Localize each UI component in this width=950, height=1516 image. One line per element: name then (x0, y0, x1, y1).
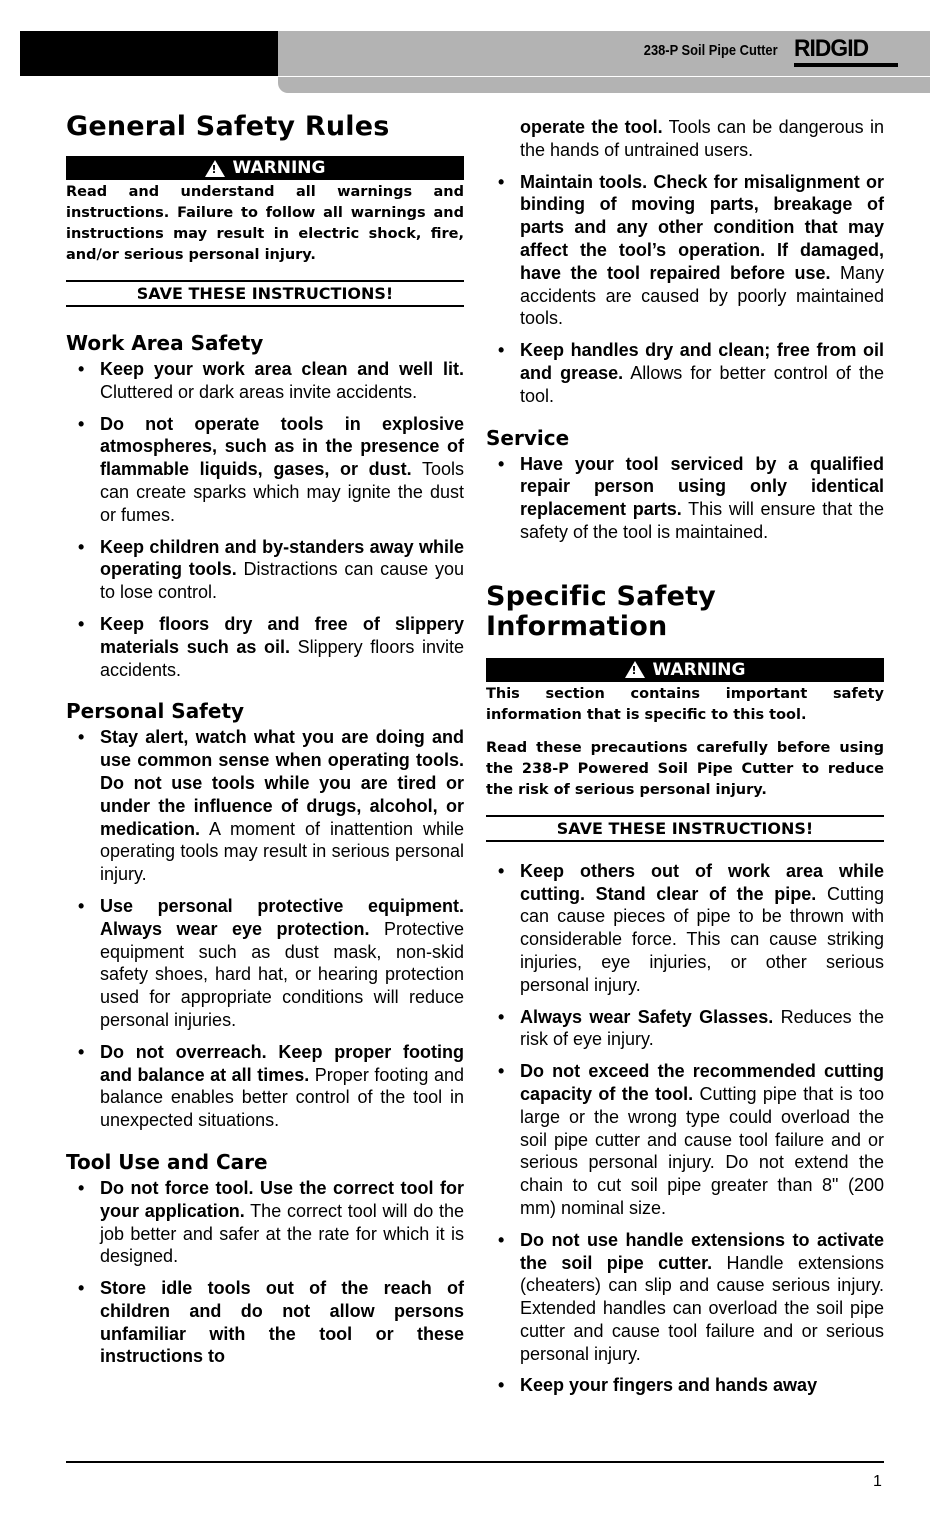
personal-safety-list (66, 726, 464, 1132)
section-heading-service: Service (486, 425, 570, 450)
list-item: • Store idle tools out of the reach of children and do not allow persons unfamiliar with the tool or these instructions to (78, 1278, 464, 1367)
list-item: • Stay alert, watch what you are doing and use common sense when operating tools. Do not use tools while you are tired or under the influence of drugs, alcohol, or medication. A moment of inattention while operating tools may result in serious personal injury. (78, 727, 464, 885)
work-area-list (66, 358, 464, 681)
service-list (486, 453, 884, 544)
list-item: • Keep handles dry and clean; free from oil and grease. Allows for better control of the tool. (498, 340, 885, 406)
warning-triangle-icon: ! (625, 661, 645, 678)
page-number: 1 (873, 1473, 882, 1490)
ridgid-logo (794, 35, 904, 68)
list-item: • Do not exceed the recommended cutting capacity of the tool. Cutting pipe that is too large or the wrong type could overload the soil pipe cutter and cause tool failure and or serious personal injury. Do not extend the chain to cut soil pipe greater than 8" (200 mm) nominal size. (498, 1061, 884, 1218)
header-tab (278, 77, 930, 93)
warning-banner (486, 658, 884, 682)
left-column (66, 112, 464, 1377)
section-heading-tool-use: Tool Use and Care (66, 1149, 268, 1174)
continued-item: operate the tool. Tools can be dangerous in the hands of untrained users. (520, 117, 885, 160)
warning-label: WARNING (652, 659, 746, 680)
tool-care-list (486, 171, 884, 408)
specific-safety-title: Specific Safety Information (486, 580, 716, 642)
footer-divider (66, 1461, 884, 1463)
warning-triangle-icon: ! (205, 160, 225, 177)
general-safety-title: General Safety Rules (66, 111, 390, 142)
tool-use-list (66, 1177, 464, 1368)
warning-text-precautions: Read these precautions carefully before using the 238-P Powered Soil Pipe Cutter to reduce the risk of serious personal injury. (486, 739, 884, 798)
warning-text: Read and understand all warnings and instructions. Failure to follow all warnings and instructions may result in electric shock, fire, and/or serious personal injury. (66, 184, 464, 263)
brand-name: RIDGID (794, 35, 869, 62)
list-item: • Keep floors dry and free of slippery materials such as oil. Slippery floors invite accidents. (78, 613, 464, 680)
list-item: • Do not operate tools in explosive atmospheres, such as in the presence of flammable liquids, gases, or dust. Tools can create sparks which may ignite the dust or fumes. (78, 413, 464, 525)
section-heading-work-area: Work Area Safety (66, 331, 264, 355)
list-item: • Keep your work area clean and well lit. Cluttered or dark areas invite accidents. (78, 359, 464, 402)
list-item: • Keep others out of work area while cutting. Stand clear of the pipe. Cutting can cause pieces of pipe to be thrown with considerable force. This can cause striking injuries, eye injuries, or other serious personal injury. (498, 860, 884, 995)
header-black-bar (20, 31, 278, 76)
list-item: • Do not force tool. Use the correct tool for your application. The correct tool will do the job better and safer at the rate for which it is designed. (78, 1177, 464, 1267)
save-instructions: SAVE THESE INSTRUCTIONS! (486, 815, 884, 842)
save-instructions: SAVE THESE INSTRUCTIONS! (66, 280, 464, 307)
list-item: • Always wear Safety Glasses. Reduces the risk of eye injury. (498, 1006, 884, 1050)
warning-label: WARNING (232, 158, 326, 178)
list-item: • Have your tool serviced by a qualified repair person using only identical replacement parts. This will ensure that the safety of the tool is maintained. (498, 453, 884, 542)
document-title: 238-P Soil Pipe Cutter (644, 42, 778, 59)
list-item: • Keep children and by-standers away while operating tools. Distractions can cause you to lose control. (78, 536, 464, 603)
warning-banner (66, 156, 464, 180)
section-heading-personal-safety: Personal Safety (66, 699, 245, 724)
list-item: • Use personal protective equipment. Always wear eye protection. Protective equipment such as dust mask, non-skid safety shoes, hard hat, or hearing protection used for appropriate conditions will reduce personal injuries. (78, 895, 464, 1030)
list-item: • Keep your fingers and hands away (498, 1375, 818, 1396)
list-item: • Do not overreach. Keep proper footing and balance at all times. Proper footing and balance enables better control of the tool in unexpected situations. (78, 1041, 464, 1131)
list-item: • Do not use handle extensions to activate the soil pipe cutter. Handle extensions (cheaters) can slip and cause serious injury. Extended handles can overload the soil pipe cutter and cause tool failure and or serious personal injury. (498, 1229, 884, 1364)
logo-underline (794, 63, 898, 67)
list-item: • Maintain tools. Check for misalignment or binding of moving parts, breakage of parts and any other condition that may affect the tool’s operation. If damaged, have the tool repaired before use. Many accidents are caused by poorly maintained tools. (498, 171, 884, 329)
warning-text-specific: This section contains important safety information that is specific to this tool. (486, 685, 884, 723)
specific-safety-list (486, 860, 884, 1398)
right-column (486, 116, 884, 1406)
